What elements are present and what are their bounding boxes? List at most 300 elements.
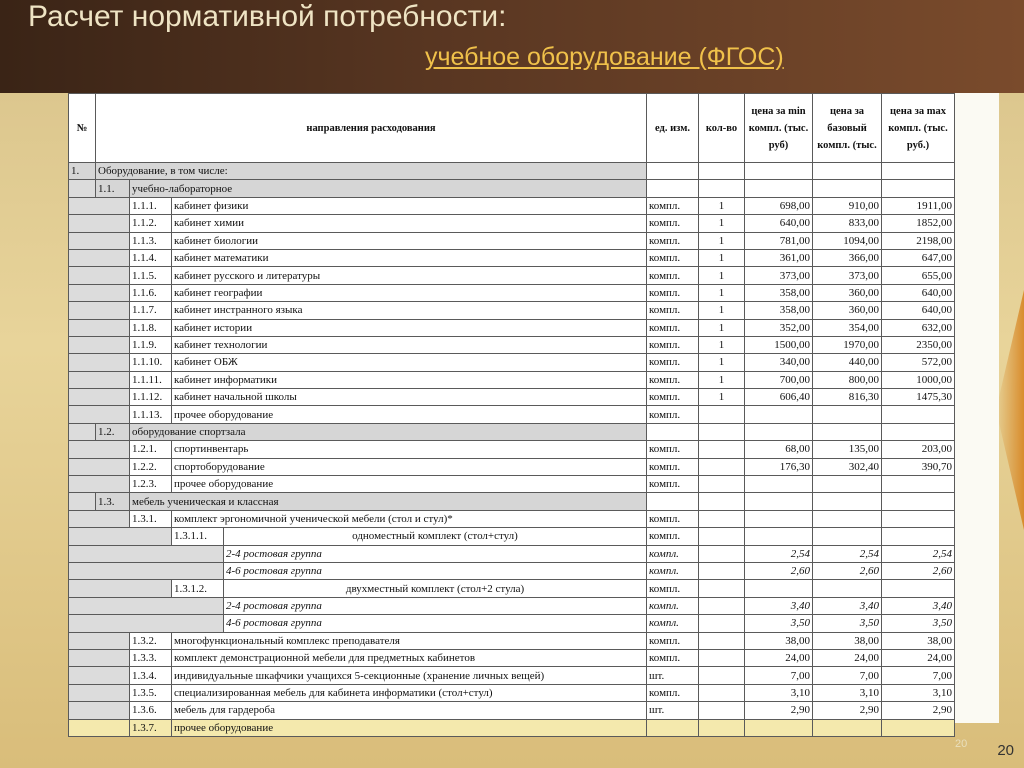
row-price-base: 910,00 bbox=[813, 197, 882, 214]
row-qty: 1 bbox=[699, 302, 745, 319]
row-price-max: 24,00 bbox=[882, 649, 955, 666]
row-number: 1.1.3. bbox=[130, 232, 172, 249]
row-number: 1.3.1.1. bbox=[172, 528, 224, 545]
row-number: 1.1.6. bbox=[130, 284, 172, 301]
row-unit: компл. bbox=[647, 284, 699, 301]
row-price-base: 3,50 bbox=[813, 615, 882, 632]
row-qty bbox=[699, 510, 745, 527]
header-name: направления расходования bbox=[96, 94, 647, 163]
table-row bbox=[69, 267, 955, 284]
row-price-max bbox=[882, 580, 955, 597]
indent-cell bbox=[69, 615, 224, 632]
row-qty: 1 bbox=[699, 284, 745, 301]
row-unit: компл. bbox=[647, 319, 699, 336]
row-price-base: 38,00 bbox=[813, 632, 882, 649]
row-number: 1.1.9. bbox=[130, 336, 172, 353]
row-price-base bbox=[813, 528, 882, 545]
row-price-max: 2350,00 bbox=[882, 336, 955, 353]
indent-cell bbox=[69, 667, 130, 684]
row-price-max: 3,40 bbox=[882, 597, 955, 614]
row-qty: 1 bbox=[699, 389, 745, 406]
indent-cell bbox=[69, 562, 224, 579]
row-qty bbox=[699, 441, 745, 458]
row-price-min bbox=[745, 476, 813, 493]
table-row bbox=[69, 562, 955, 579]
row-qty: 1 bbox=[699, 232, 745, 249]
row-price-min: 3,40 bbox=[745, 597, 813, 614]
row-price-base bbox=[813, 163, 882, 180]
row-price-max: 1911,00 bbox=[882, 197, 955, 214]
row-price-base: 1970,00 bbox=[813, 336, 882, 353]
row-number: 1.1.2. bbox=[130, 215, 172, 232]
row-qty: 1 bbox=[699, 197, 745, 214]
row-price-min: 358,00 bbox=[745, 302, 813, 319]
table-row bbox=[69, 528, 955, 545]
row-price-max bbox=[882, 423, 955, 440]
row-unit: компл. bbox=[647, 649, 699, 666]
row-price-base: 373,00 bbox=[813, 267, 882, 284]
header-price-base: цена за базовый компл. (тыс. bbox=[813, 94, 882, 163]
row-price-min bbox=[745, 510, 813, 527]
row-price-max bbox=[882, 510, 955, 527]
table-row bbox=[69, 232, 955, 249]
indent-cell bbox=[69, 371, 130, 388]
row-price-base: 3,40 bbox=[813, 597, 882, 614]
row-name: 2-4 ростовая группа bbox=[224, 545, 647, 562]
row-unit: компл. bbox=[647, 684, 699, 701]
table-row bbox=[69, 423, 955, 440]
header-num: № bbox=[69, 94, 96, 163]
row-qty bbox=[699, 458, 745, 475]
row-price-min bbox=[745, 493, 813, 510]
row-price-min: 373,00 bbox=[745, 267, 813, 284]
row-name: кабинет биологии bbox=[172, 232, 647, 249]
indent-cell bbox=[69, 180, 96, 197]
row-price-base: 24,00 bbox=[813, 649, 882, 666]
row-price-max: 390,70 bbox=[882, 458, 955, 475]
row-number: 1.1. bbox=[96, 180, 130, 197]
indent-cell bbox=[69, 702, 130, 719]
row-unit: компл. bbox=[647, 354, 699, 371]
indent-cell bbox=[69, 215, 130, 232]
indent-cell bbox=[69, 232, 130, 249]
row-unit bbox=[647, 493, 699, 510]
row-number: 1. bbox=[69, 163, 96, 180]
row-qty bbox=[699, 476, 745, 493]
row-price-min: 2,54 bbox=[745, 545, 813, 562]
row-price-base: 360,00 bbox=[813, 284, 882, 301]
row-price-base: 2,54 bbox=[813, 545, 882, 562]
row-qty: 1 bbox=[699, 319, 745, 336]
indent-cell bbox=[69, 336, 130, 353]
row-qty bbox=[699, 702, 745, 719]
indent-cell bbox=[69, 406, 130, 423]
row-price-max: 2,60 bbox=[882, 562, 955, 579]
indent-cell bbox=[69, 597, 224, 614]
row-unit: компл. bbox=[647, 389, 699, 406]
row-number: 1.1.5. bbox=[130, 267, 172, 284]
page-number: 20 bbox=[997, 742, 1014, 759]
row-price-base bbox=[813, 510, 882, 527]
row-unit: компл. bbox=[647, 302, 699, 319]
header-price-max: цена за max компл. (тыс. руб.) bbox=[882, 94, 955, 163]
table-row bbox=[69, 632, 955, 649]
row-price-base: 302,40 bbox=[813, 458, 882, 475]
row-number: 1.1.7. bbox=[130, 302, 172, 319]
row-qty: 1 bbox=[699, 354, 745, 371]
row-name: кабинет ОБЖ bbox=[172, 354, 647, 371]
row-name: кабинет истории bbox=[172, 319, 647, 336]
row-price-min: 7,00 bbox=[745, 667, 813, 684]
row-unit: компл. bbox=[647, 371, 699, 388]
row-qty bbox=[699, 667, 745, 684]
row-qty: 1 bbox=[699, 249, 745, 266]
row-price-max: 1475,30 bbox=[882, 389, 955, 406]
row-price-max: 640,00 bbox=[882, 302, 955, 319]
row-price-base: 2,60 bbox=[813, 562, 882, 579]
table-row bbox=[69, 371, 955, 388]
table-row bbox=[69, 649, 955, 666]
row-name: индивидуальные шкафчики учащихся 5-секционные (хранение личных вещей) bbox=[172, 667, 647, 684]
table-row bbox=[69, 667, 955, 684]
row-name: кабинет технологии bbox=[172, 336, 647, 353]
indent-cell bbox=[69, 302, 130, 319]
row-unit: компл. bbox=[647, 215, 699, 232]
row-price-max: 38,00 bbox=[882, 632, 955, 649]
row-price-max: 647,00 bbox=[882, 249, 955, 266]
table-row bbox=[69, 389, 955, 406]
indent-cell bbox=[69, 389, 130, 406]
row-unit: компл. bbox=[647, 510, 699, 527]
row-qty bbox=[699, 615, 745, 632]
indent-cell bbox=[69, 441, 130, 458]
row-number: 1.1.4. bbox=[130, 249, 172, 266]
row-price-min: 176,30 bbox=[745, 458, 813, 475]
row-unit: компл. bbox=[647, 632, 699, 649]
indent-cell bbox=[69, 423, 96, 440]
row-price-max bbox=[882, 528, 955, 545]
table-row bbox=[69, 406, 955, 423]
row-number: 1.1.10. bbox=[130, 354, 172, 371]
row-price-base: 2,90 bbox=[813, 702, 882, 719]
table-row bbox=[69, 319, 955, 336]
row-qty bbox=[699, 719, 745, 736]
table-row bbox=[69, 476, 955, 493]
row-price-min: 38,00 bbox=[745, 632, 813, 649]
row-number: 1.3.6. bbox=[130, 702, 172, 719]
row-name: кабинет начальной школы bbox=[172, 389, 647, 406]
row-price-base: 800,00 bbox=[813, 371, 882, 388]
table-row bbox=[69, 493, 955, 510]
table-row bbox=[69, 719, 955, 736]
row-price-min bbox=[745, 719, 813, 736]
indent-cell bbox=[69, 719, 130, 736]
row-unit: компл. bbox=[647, 580, 699, 597]
row-qty bbox=[699, 163, 745, 180]
row-number: 1.1.8. bbox=[130, 319, 172, 336]
row-number: 1.3.3. bbox=[130, 649, 172, 666]
row-qty: 1 bbox=[699, 267, 745, 284]
row-unit: компл. bbox=[647, 615, 699, 632]
row-price-max: 7,00 bbox=[882, 667, 955, 684]
row-price-max: 1000,00 bbox=[882, 371, 955, 388]
row-number: 1.1.13. bbox=[130, 406, 172, 423]
row-name: кабинет географии bbox=[172, 284, 647, 301]
row-price-max: 572,00 bbox=[882, 354, 955, 371]
row-number: 1.2. bbox=[96, 423, 130, 440]
indent-cell bbox=[69, 249, 130, 266]
row-number: 1.1.1. bbox=[130, 197, 172, 214]
row-name: кабинет русского и литературы bbox=[172, 267, 647, 284]
indent-cell bbox=[69, 458, 130, 475]
row-qty bbox=[699, 632, 745, 649]
row-unit: шт. bbox=[647, 702, 699, 719]
row-name: учебно-лабораторное bbox=[130, 180, 647, 197]
row-price-min: 68,00 bbox=[745, 441, 813, 458]
row-price-max bbox=[882, 476, 955, 493]
row-price-min: 1500,00 bbox=[745, 336, 813, 353]
table-row bbox=[69, 510, 955, 527]
header-price-min: цена за min компл. (тыс. руб) bbox=[745, 94, 813, 163]
row-price-min bbox=[745, 423, 813, 440]
indent-cell bbox=[69, 476, 130, 493]
row-unit: компл. bbox=[647, 232, 699, 249]
row-price-min: 358,00 bbox=[745, 284, 813, 301]
row-qty bbox=[699, 493, 745, 510]
row-price-max bbox=[882, 719, 955, 736]
row-price-min: 340,00 bbox=[745, 354, 813, 371]
row-unit bbox=[647, 163, 699, 180]
row-name: комплект эргономичной ученической мебели (стол и стул)* bbox=[172, 510, 647, 527]
row-unit: компл. bbox=[647, 406, 699, 423]
table-row bbox=[69, 197, 955, 214]
row-number: 1.3.7. bbox=[130, 719, 172, 736]
header-unit: ед. изм. bbox=[647, 94, 699, 163]
row-price-base: 816,30 bbox=[813, 389, 882, 406]
row-price-base bbox=[813, 406, 882, 423]
row-price-base: 440,00 bbox=[813, 354, 882, 371]
row-price-min: 700,00 bbox=[745, 371, 813, 388]
row-number: 1.3. bbox=[96, 493, 130, 510]
row-name: спортинвентарь bbox=[172, 441, 647, 458]
row-price-base bbox=[813, 580, 882, 597]
row-price-base bbox=[813, 180, 882, 197]
row-price-base: 3,10 bbox=[813, 684, 882, 701]
row-qty bbox=[699, 545, 745, 562]
row-name: кабинет химии bbox=[172, 215, 647, 232]
row-price-max: 640,00 bbox=[882, 284, 955, 301]
row-unit: компл. bbox=[647, 336, 699, 353]
indent-cell bbox=[69, 649, 130, 666]
row-name: Оборудование, в том числе: bbox=[96, 163, 647, 180]
row-price-base: 366,00 bbox=[813, 249, 882, 266]
row-name: кабинет физики bbox=[172, 197, 647, 214]
row-name: специализированная мебель для кабинета информатики (стол+стул) bbox=[172, 684, 647, 701]
table-row bbox=[69, 180, 955, 197]
row-number: 1.3.1. bbox=[130, 510, 172, 527]
row-price-max: 203,00 bbox=[882, 441, 955, 458]
slide-subtitle: учебное оборудование (ФГОС) bbox=[425, 43, 784, 71]
row-price-max: 2,54 bbox=[882, 545, 955, 562]
table-row bbox=[69, 215, 955, 232]
row-name: кабинет информатики bbox=[172, 371, 647, 388]
row-number: 1.2.1. bbox=[130, 441, 172, 458]
row-qty bbox=[699, 649, 745, 666]
slide-title: Расчет нормативной потребности: bbox=[28, 0, 507, 33]
row-price-max: 1852,00 bbox=[882, 215, 955, 232]
row-price-min: 2,90 bbox=[745, 702, 813, 719]
row-name: одноместный комплект (стол+стул) bbox=[224, 528, 647, 545]
page-number-faint: 20 bbox=[955, 738, 968, 750]
table-row bbox=[69, 336, 955, 353]
indent-cell bbox=[69, 354, 130, 371]
title-bar bbox=[0, 0, 1024, 93]
row-unit: компл. bbox=[647, 562, 699, 579]
row-qty bbox=[699, 562, 745, 579]
row-name: 4-6 ростовая группа bbox=[224, 615, 647, 632]
row-name: прочее оборудование bbox=[172, 406, 647, 423]
row-name: мебель для гардероба bbox=[172, 702, 647, 719]
indent-cell bbox=[69, 684, 130, 701]
table-row bbox=[69, 684, 955, 701]
table-row bbox=[69, 163, 955, 180]
row-price-max: 3,10 bbox=[882, 684, 955, 701]
row-unit: компл. bbox=[647, 545, 699, 562]
row-unit: компл. bbox=[647, 528, 699, 545]
row-price-max bbox=[882, 406, 955, 423]
row-price-max bbox=[882, 493, 955, 510]
row-unit bbox=[647, 423, 699, 440]
row-name: 4-6 ростовая группа bbox=[224, 562, 647, 579]
row-price-max: 3,50 bbox=[882, 615, 955, 632]
row-price-min: 698,00 bbox=[745, 197, 813, 214]
row-name: многофункциональный комплекс преподавателя bbox=[172, 632, 647, 649]
table-row bbox=[69, 580, 955, 597]
row-price-base: 354,00 bbox=[813, 319, 882, 336]
row-price-base: 7,00 bbox=[813, 667, 882, 684]
table-header-row bbox=[69, 94, 955, 163]
row-unit: компл. bbox=[647, 458, 699, 475]
row-price-min bbox=[745, 580, 813, 597]
row-name: прочее оборудование bbox=[172, 476, 647, 493]
row-price-min: 640,00 bbox=[745, 215, 813, 232]
row-qty bbox=[699, 528, 745, 545]
row-name: 2-4 ростовая группа bbox=[224, 597, 647, 614]
row-price-min: 3,10 bbox=[745, 684, 813, 701]
row-price-min: 361,00 bbox=[745, 249, 813, 266]
indent-cell bbox=[69, 319, 130, 336]
row-name: двухместный комплект (стол+2 стула) bbox=[224, 580, 647, 597]
row-unit: компл. bbox=[647, 197, 699, 214]
decorative-arrow bbox=[996, 290, 1024, 530]
indent-cell bbox=[69, 510, 130, 527]
table-row bbox=[69, 249, 955, 266]
row-unit: шт. bbox=[647, 667, 699, 684]
row-number: 1.2.2. bbox=[130, 458, 172, 475]
indent-cell bbox=[69, 545, 224, 562]
row-number: 1.2.3. bbox=[130, 476, 172, 493]
table-row bbox=[69, 615, 955, 632]
indent-cell bbox=[69, 580, 172, 597]
indent-cell bbox=[69, 528, 172, 545]
row-price-max bbox=[882, 163, 955, 180]
row-name: кабинет математики bbox=[172, 249, 647, 266]
indent-cell bbox=[69, 197, 130, 214]
row-unit: компл. bbox=[647, 597, 699, 614]
row-unit: компл. bbox=[647, 441, 699, 458]
table-row bbox=[69, 597, 955, 614]
header-qty: кол-во bbox=[699, 94, 745, 163]
row-price-base: 833,00 bbox=[813, 215, 882, 232]
row-price-min bbox=[745, 163, 813, 180]
row-price-base: 135,00 bbox=[813, 441, 882, 458]
row-qty bbox=[699, 423, 745, 440]
table-row bbox=[69, 302, 955, 319]
table-row bbox=[69, 284, 955, 301]
row-qty: 1 bbox=[699, 215, 745, 232]
indent-cell bbox=[69, 267, 130, 284]
row-qty bbox=[699, 406, 745, 423]
indent-cell bbox=[69, 493, 96, 510]
row-number: 1.1.11. bbox=[130, 371, 172, 388]
row-name: спортоборудование bbox=[172, 458, 647, 475]
row-qty bbox=[699, 180, 745, 197]
row-price-max: 655,00 bbox=[882, 267, 955, 284]
row-price-base bbox=[813, 476, 882, 493]
row-number: 1.3.2. bbox=[130, 632, 172, 649]
row-price-max: 2198,00 bbox=[882, 232, 955, 249]
row-price-min bbox=[745, 180, 813, 197]
row-unit: компл. bbox=[647, 476, 699, 493]
row-name: кабинет инстранного языка bbox=[172, 302, 647, 319]
row-price-max: 632,00 bbox=[882, 319, 955, 336]
row-qty: 1 bbox=[699, 371, 745, 388]
row-price-base: 1094,00 bbox=[813, 232, 882, 249]
row-price-min: 352,00 bbox=[745, 319, 813, 336]
indent-cell bbox=[69, 284, 130, 301]
table-row bbox=[69, 458, 955, 475]
row-number: 1.3.5. bbox=[130, 684, 172, 701]
row-unit: компл. bbox=[647, 267, 699, 284]
row-unit bbox=[647, 719, 699, 736]
row-qty: 1 bbox=[699, 336, 745, 353]
row-price-base bbox=[813, 719, 882, 736]
table-row bbox=[69, 545, 955, 562]
row-number: 1.3.1.2. bbox=[172, 580, 224, 597]
row-name: оборудование спортзала bbox=[130, 423, 647, 440]
row-name: прочее оборудование bbox=[172, 719, 647, 736]
row-qty bbox=[699, 597, 745, 614]
indent-cell bbox=[69, 632, 130, 649]
row-price-min: 781,00 bbox=[745, 232, 813, 249]
row-name: мебель ученическая и классная bbox=[130, 493, 647, 510]
row-name: комплект демонстрационной мебели для предметных кабинетов bbox=[172, 649, 647, 666]
table-row bbox=[69, 441, 955, 458]
row-price-min: 606,40 bbox=[745, 389, 813, 406]
row-qty bbox=[699, 580, 745, 597]
row-qty bbox=[699, 684, 745, 701]
table-row bbox=[69, 702, 955, 719]
row-number: 1.1.12. bbox=[130, 389, 172, 406]
row-number: 1.3.4. bbox=[130, 667, 172, 684]
row-price-base bbox=[813, 493, 882, 510]
row-price-min: 24,00 bbox=[745, 649, 813, 666]
row-price-max: 2,90 bbox=[882, 702, 955, 719]
expense-table bbox=[68, 93, 955, 737]
row-price-min bbox=[745, 406, 813, 423]
table-row bbox=[69, 354, 955, 371]
row-price-min: 3,50 bbox=[745, 615, 813, 632]
